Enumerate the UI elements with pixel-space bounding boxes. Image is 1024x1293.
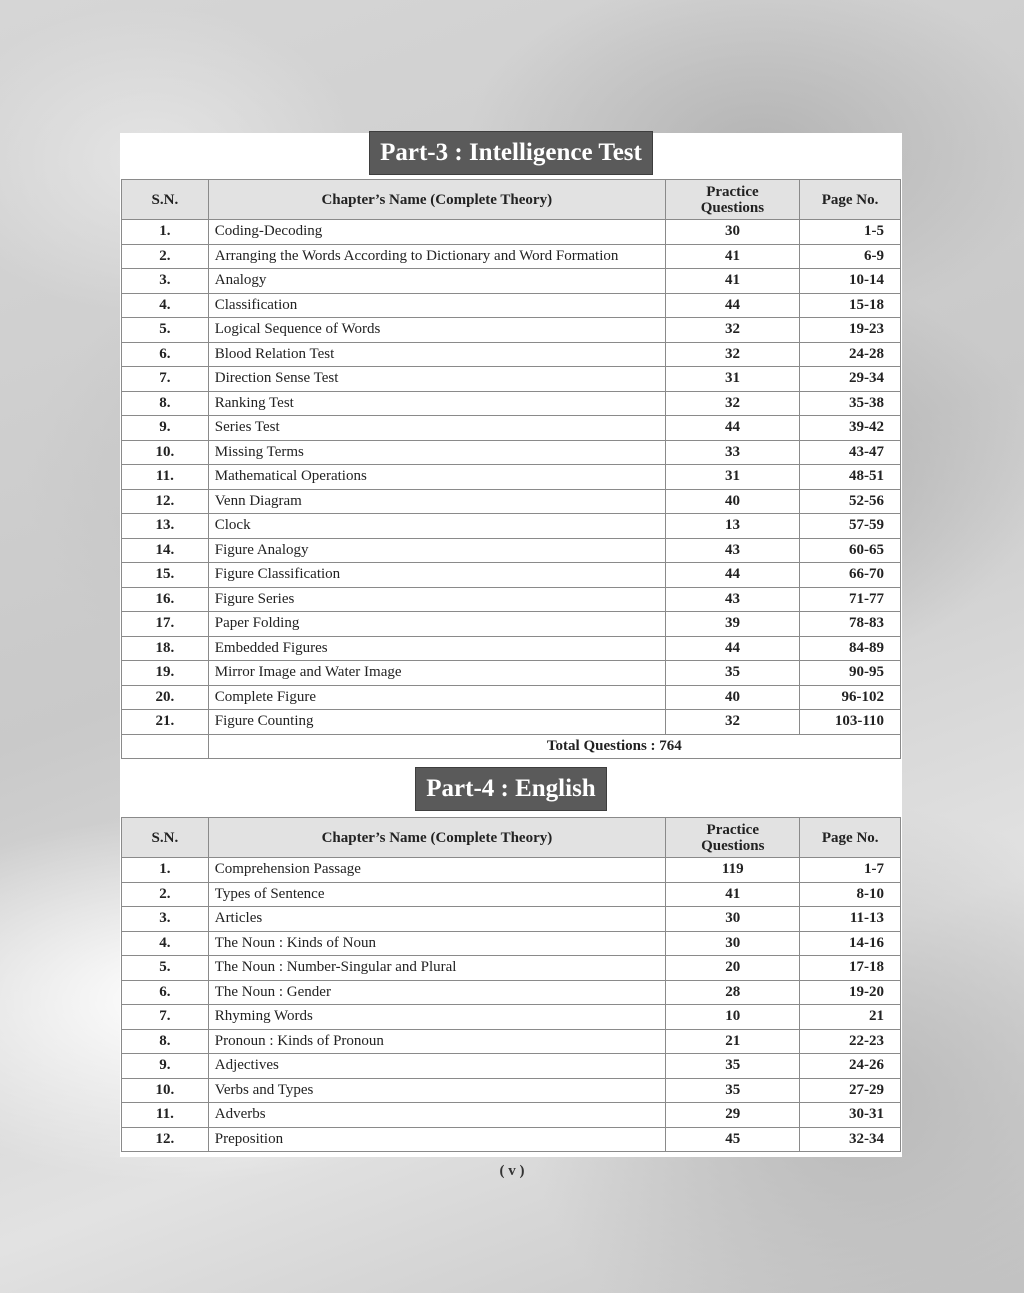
header-sn: S.N. — [122, 818, 209, 858]
row-chapter-name: Figure Analogy — [208, 538, 665, 563]
header-chapter-name: Chapter’s Name (Complete Theory) — [208, 180, 665, 220]
table-row — [122, 514, 901, 539]
table-row — [122, 931, 901, 956]
row-chapter-name: Logical Sequence of Words — [208, 318, 665, 343]
row-chapter-name: Figure Series — [208, 587, 665, 612]
table-row — [122, 1005, 901, 1030]
row-sn: 12. — [122, 1127, 209, 1152]
part3-panel — [120, 133, 902, 760]
row-practice-questions: 32 — [665, 342, 799, 367]
row-chapter-name: Ranking Test — [208, 391, 665, 416]
row-chapter-name: Series Test — [208, 416, 665, 441]
table-row — [122, 244, 901, 269]
part3-table — [121, 179, 901, 759]
row-sn: 17. — [122, 612, 209, 637]
row-sn: 6. — [122, 980, 209, 1005]
row-practice-questions: 33 — [665, 440, 799, 465]
row-chapter-name: Verbs and Types — [208, 1078, 665, 1103]
header-practice-questions — [666, 818, 800, 858]
row-practice-questions: 44 — [665, 416, 799, 441]
row-sn: 1. — [122, 220, 209, 245]
table-row — [122, 1103, 901, 1128]
row-sn: 4. — [122, 931, 209, 956]
table-row — [122, 980, 901, 1005]
row-practice-questions: 32 — [665, 391, 799, 416]
row-page-no: 57-59 — [800, 514, 901, 539]
table-row — [122, 538, 901, 563]
row-sn: 10. — [122, 440, 209, 465]
row-sn: 18. — [122, 636, 209, 661]
row-page-no: 52-56 — [800, 489, 901, 514]
row-practice-questions: 40 — [665, 489, 799, 514]
part4-table — [121, 817, 901, 1152]
row-page-no: 1-7 — [800, 858, 901, 883]
row-sn: 12. — [122, 489, 209, 514]
table-row — [122, 1054, 901, 1079]
part3-title: Part-3 : Intelligence Test — [369, 131, 653, 175]
row-chapter-name: Blood Relation Test — [208, 342, 665, 367]
table-row — [122, 563, 901, 588]
row-practice-questions: 13 — [665, 514, 799, 539]
row-sn: 16. — [122, 587, 209, 612]
row-practice-questions: 43 — [665, 587, 799, 612]
row-practice-questions: 35 — [666, 1078, 800, 1103]
header-sn: S.N. — [122, 180, 209, 220]
row-sn: 2. — [122, 882, 209, 907]
row-practice-questions: 41 — [665, 269, 799, 294]
part4-title: Part-4 : English — [415, 767, 606, 811]
header-practice-line1: Practice — [706, 821, 759, 838]
row-page-no: 32-34 — [800, 1127, 901, 1152]
row-sn: 21. — [122, 710, 209, 735]
row-practice-questions: 41 — [666, 882, 800, 907]
table-row — [122, 367, 901, 392]
table-row — [122, 661, 901, 686]
row-chapter-name: Coding-Decoding — [208, 220, 665, 245]
table-row — [122, 587, 901, 612]
row-practice-questions: 10 — [666, 1005, 800, 1030]
row-practice-questions: 20 — [666, 956, 800, 981]
row-page-no: 39-42 — [800, 416, 901, 441]
row-page-no: 19-20 — [800, 980, 901, 1005]
row-page-no: 1-5 — [800, 220, 901, 245]
row-practice-questions: 28 — [666, 980, 800, 1005]
row-chapter-name: Complete Figure — [208, 685, 665, 710]
row-page-no: 15-18 — [800, 293, 901, 318]
row-practice-questions: 39 — [665, 612, 799, 637]
table-row — [122, 636, 901, 661]
row-page-no: 43-47 — [800, 440, 901, 465]
row-chapter-name: Rhyming Words — [208, 1005, 665, 1030]
row-sn: 11. — [122, 465, 209, 490]
table-row — [122, 342, 901, 367]
row-practice-questions: 44 — [665, 293, 799, 318]
header-page-no: Page No. — [800, 180, 901, 220]
row-practice-questions: 35 — [665, 661, 799, 686]
row-page-no: 96-102 — [800, 685, 901, 710]
row-practice-questions: 41 — [665, 244, 799, 269]
row-page-no: 22-23 — [800, 1029, 901, 1054]
header-practice-questions — [665, 180, 799, 220]
row-page-no: 78-83 — [800, 612, 901, 637]
row-page-no: 84-89 — [800, 636, 901, 661]
row-practice-questions: 40 — [665, 685, 799, 710]
table-row — [122, 220, 901, 245]
row-sn: 8. — [122, 391, 209, 416]
row-practice-questions: 119 — [666, 858, 800, 883]
row-page-no: 10-14 — [800, 269, 901, 294]
table-row — [122, 882, 901, 907]
row-sn: 9. — [122, 1054, 209, 1079]
row-sn: 10. — [122, 1078, 209, 1103]
part4-panel — [120, 760, 902, 1157]
row-practice-questions: 31 — [665, 367, 799, 392]
row-sn: 8. — [122, 1029, 209, 1054]
row-page-no: 6-9 — [800, 244, 901, 269]
row-sn: 6. — [122, 342, 209, 367]
row-chapter-name: Clock — [208, 514, 665, 539]
row-practice-questions: 30 — [666, 931, 800, 956]
row-practice-questions: 30 — [666, 907, 800, 932]
table-row — [122, 1078, 901, 1103]
table-row — [122, 489, 901, 514]
row-chapter-name: Paper Folding — [208, 612, 665, 637]
table-row — [122, 416, 901, 441]
row-page-no: 8-10 — [800, 882, 901, 907]
row-page-no: 66-70 — [800, 563, 901, 588]
row-practice-questions: 45 — [666, 1127, 800, 1152]
row-sn: 2. — [122, 244, 209, 269]
row-page-no: 90-95 — [800, 661, 901, 686]
row-chapter-name: Venn Diagram — [208, 489, 665, 514]
row-chapter-name: Preposition — [208, 1127, 665, 1152]
table-row — [122, 318, 901, 343]
row-practice-questions: 43 — [665, 538, 799, 563]
header-practice-line2: Questions — [700, 199, 765, 216]
table-row — [122, 1029, 901, 1054]
row-chapter-name: The Noun : Number-Singular and Plural — [208, 956, 665, 981]
table-row — [122, 710, 901, 735]
row-chapter-name: Classification — [208, 293, 665, 318]
table-row — [122, 956, 901, 981]
row-page-no: 24-26 — [800, 1054, 901, 1079]
row-chapter-name: The Noun : Kinds of Noun — [208, 931, 665, 956]
row-practice-questions: 29 — [666, 1103, 800, 1128]
header-practice-line2: Questions — [701, 837, 765, 854]
row-page-no: 11-13 — [800, 907, 901, 932]
table-row — [122, 612, 901, 637]
row-sn: 14. — [122, 538, 209, 563]
row-chapter-name: Adjectives — [208, 1054, 665, 1079]
table-row — [122, 465, 901, 490]
row-sn: 9. — [122, 416, 209, 441]
row-chapter-name: Analogy — [208, 269, 665, 294]
row-page-no: 14-16 — [800, 931, 901, 956]
part3-rows — [122, 220, 901, 735]
row-practice-questions: 31 — [665, 465, 799, 490]
row-sn: 19. — [122, 661, 209, 686]
total-row-empty — [122, 734, 209, 758]
table-header-row — [122, 180, 901, 220]
table-row — [122, 685, 901, 710]
row-practice-questions: 21 — [666, 1029, 800, 1054]
row-sn: 20. — [122, 685, 209, 710]
page-number: ( v ) — [499, 1163, 525, 1179]
row-sn: 7. — [122, 367, 209, 392]
row-page-no: 19-23 — [800, 318, 901, 343]
row-chapter-name: Mathematical Operations — [208, 465, 665, 490]
row-page-no: 71-77 — [800, 587, 901, 612]
part4-rows — [122, 858, 901, 1152]
table-row — [122, 293, 901, 318]
table-row — [122, 907, 901, 932]
row-chapter-name: Arranging the Words According to Dictionary and Word Formation — [208, 244, 665, 269]
row-practice-questions: 44 — [665, 563, 799, 588]
row-chapter-name: Pronoun : Kinds of Pronoun — [208, 1029, 665, 1054]
row-sn: 13. — [122, 514, 209, 539]
table-row — [122, 391, 901, 416]
table-row — [122, 1127, 901, 1152]
row-page-no: 30-31 — [800, 1103, 901, 1128]
row-practice-questions: 44 — [665, 636, 799, 661]
row-page-no: 27-29 — [800, 1078, 901, 1103]
row-chapter-name: Mirror Image and Water Image — [208, 661, 665, 686]
row-page-no: 60-65 — [800, 538, 901, 563]
row-chapter-name: Figure Classification — [208, 563, 665, 588]
header-chapter-name: Chapter’s Name (Complete Theory) — [208, 818, 665, 858]
row-practice-questions: 35 — [666, 1054, 800, 1079]
row-chapter-name: Missing Terms — [208, 440, 665, 465]
row-sn: 3. — [122, 269, 209, 294]
row-sn: 3. — [122, 907, 209, 932]
header-practice-line1: Practice — [706, 183, 759, 200]
row-sn: 4. — [122, 293, 209, 318]
header-page-no: Page No. — [800, 818, 901, 858]
row-page-no: 103-110 — [800, 710, 901, 735]
row-chapter-name: Comprehension Passage — [208, 858, 665, 883]
total-questions: Total Questions : 764 — [208, 734, 900, 758]
row-page-no: 21 — [800, 1005, 901, 1030]
row-sn: 11. — [122, 1103, 209, 1128]
table-header-row — [122, 818, 901, 858]
row-page-no: 24-28 — [800, 342, 901, 367]
total-row — [122, 734, 901, 758]
row-sn: 15. — [122, 563, 209, 588]
row-page-no: 48-51 — [800, 465, 901, 490]
row-practice-questions: 32 — [665, 318, 799, 343]
row-chapter-name: Articles — [208, 907, 665, 932]
row-chapter-name: Embedded Figures — [208, 636, 665, 661]
table-row — [122, 858, 901, 883]
row-sn: 1. — [122, 858, 209, 883]
row-sn: 5. — [122, 318, 209, 343]
row-practice-questions: 32 — [665, 710, 799, 735]
table-row — [122, 269, 901, 294]
row-chapter-name: Direction Sense Test — [208, 367, 665, 392]
row-chapter-name: Types of Sentence — [208, 882, 665, 907]
row-chapter-name: Adverbs — [208, 1103, 665, 1128]
row-page-no: 29-34 — [800, 367, 901, 392]
row-page-no: 35-38 — [800, 391, 901, 416]
row-chapter-name: Figure Counting — [208, 710, 665, 735]
row-practice-questions: 30 — [665, 220, 799, 245]
row-chapter-name: The Noun : Gender — [208, 980, 665, 1005]
table-row — [122, 440, 901, 465]
row-page-no: 17-18 — [800, 956, 901, 981]
row-sn: 5. — [122, 956, 209, 981]
row-sn: 7. — [122, 1005, 209, 1030]
